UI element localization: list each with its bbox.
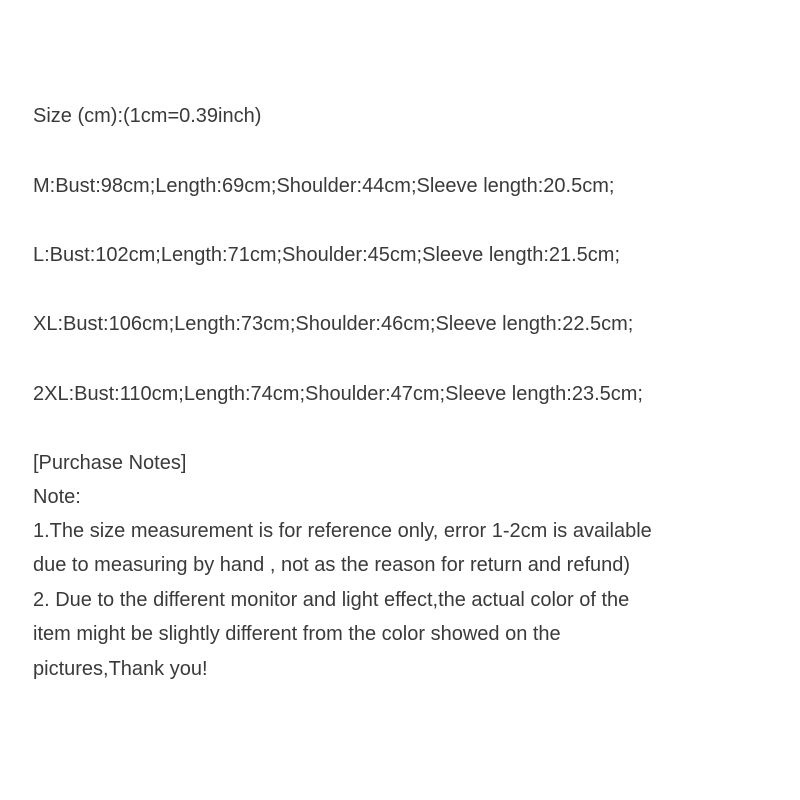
size-row-l: L:Bust:102cm;Length:71cm;Shoulder:45cm;Sleeve length:21.5cm; bbox=[33, 244, 621, 266]
note-2-line-3: pictures,Thank you! bbox=[33, 658, 208, 680]
note-1-line-2: due to measuring by hand , not as the reason for return and refund) bbox=[33, 554, 631, 576]
size-row-m: M:Bust:98cm;Length:69cm;Shoulder:44cm;Sleeve length:20.5cm; bbox=[33, 175, 615, 197]
purchase-notes-heading: [Purchase Notes] bbox=[33, 452, 187, 474]
size-chart-header: Size (cm):(1cm=0.39inch) bbox=[33, 105, 262, 127]
note-2-line-2: item might be slightly different from the color showed on the bbox=[33, 623, 561, 645]
note-1-line-1: 1.The size measurement is for reference only, error 1-2cm is available bbox=[33, 520, 652, 542]
note-label: Note: bbox=[33, 486, 81, 508]
size-row-2xl: 2XL:Bust:110cm;Length:74cm;Shoulder:47cm;Sleeve length:23.5cm; bbox=[33, 383, 643, 405]
size-row-xl: XL:Bust:106cm;Length:73cm;Shoulder:46cm;Sleeve length:22.5cm; bbox=[33, 313, 634, 335]
note-2-line-1: 2. Due to the different monitor and light effect,the actual color of the bbox=[33, 589, 630, 611]
